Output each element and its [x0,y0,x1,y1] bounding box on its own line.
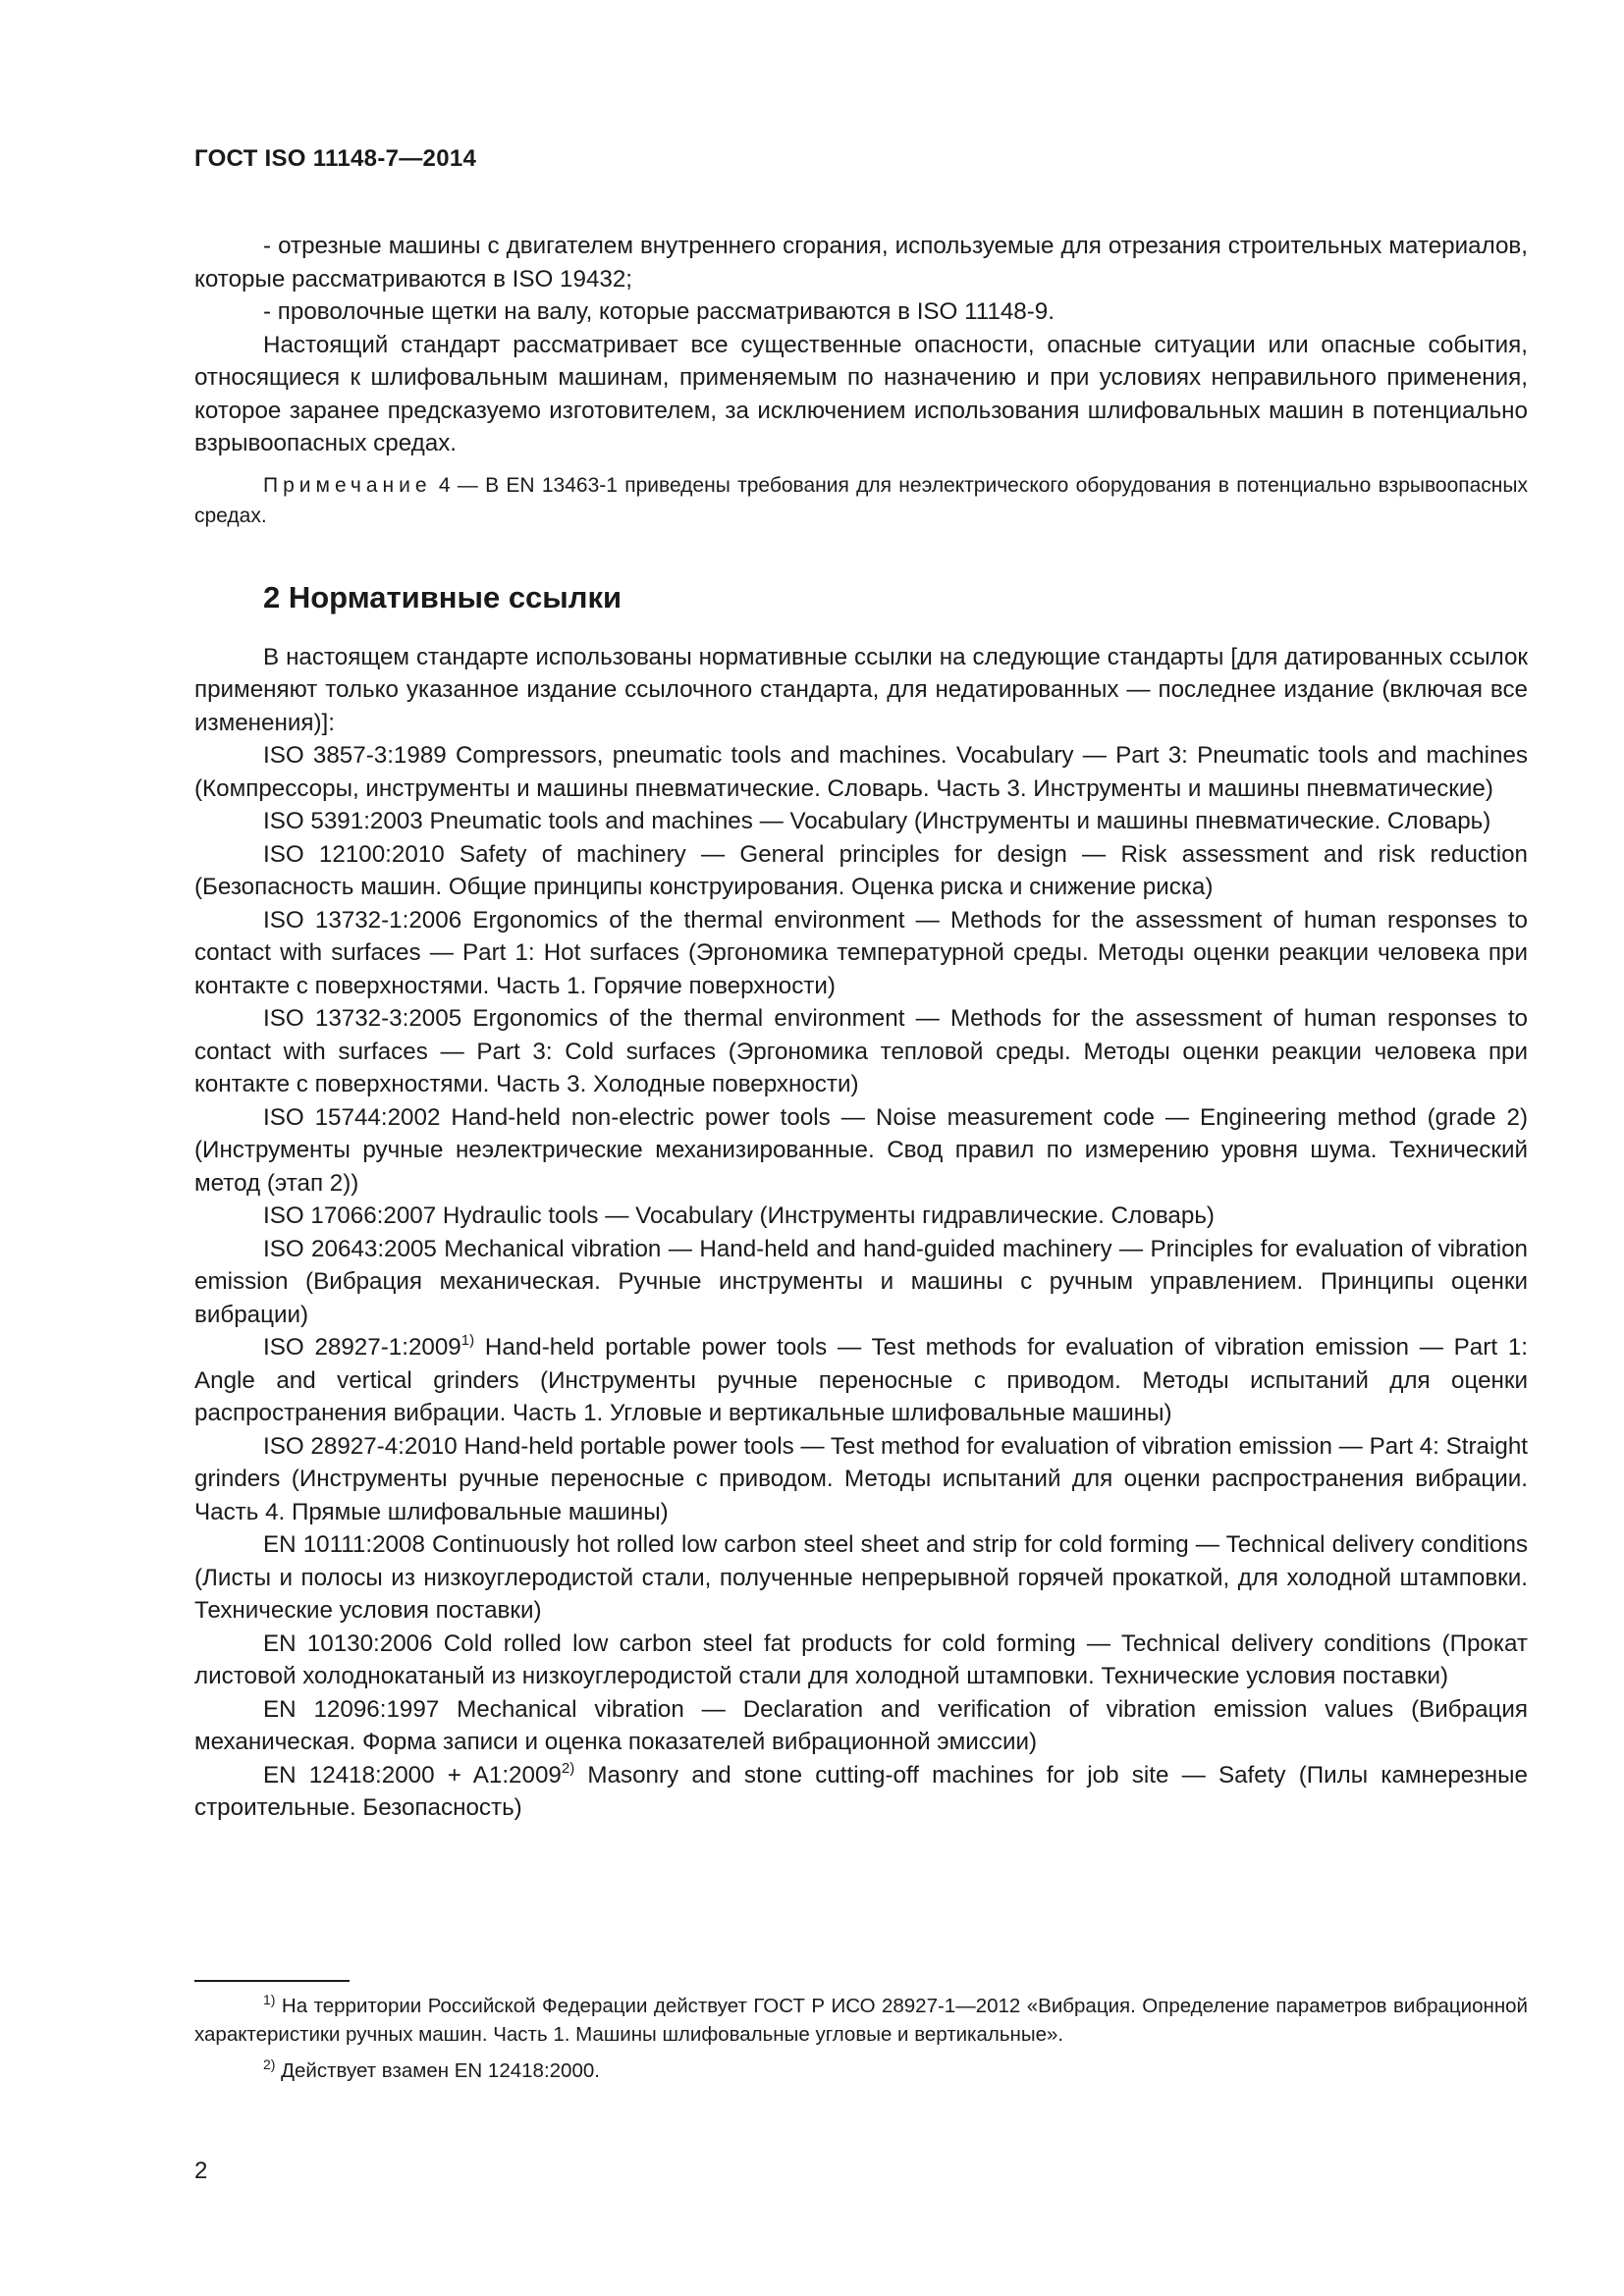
section-title: 2 Нормативные ссылки [263,579,623,614]
reference-item: EN 10130:2006 Cold rolled low carbon steel fat products for cold forming — Technical delivery conditions (Прокат листовой холоднокатаный из низкоуглеродистой стали для холодной штамповки. Технические условия поставки) [194,1629,1528,1689]
reference-item: ISO 20643:2005 Mechanical vibration — Hand-held and hand-guided machinery — Principles for evaluation of vibration emission (Вибрация механическая. Ручные инструменты и машины с ручным управлением. Принципы оценки вибрации) [194,1235,1528,1328]
reference-item: ISO 17066:2007 Hydraulic tools — Vocabulary (Инструменты гидравлические. Словарь) [263,1202,1215,1229]
footnote-marker: 1) [460,1332,475,1349]
footnote-marker: 2) [561,1759,575,1777]
reference-item: ISO 3857-3:1989 Compressors, pneumatic tools and machines. Vocabulary — Part 3: Pneumatic tools and machines (Компрессоры, инструменты и машины пневматические. Словарь. Часть 3. Инструменты и машины пневматические) [194,742,1528,802]
reference-item: ISO 13732-3:2005 Ergonomics of the thermal environment — Methods for the assessment of human responses to contact with surfaces — Part 3: Cold surfaces (Эргономика тепловой среды. Методы оценки реакции человека при контакте с поверхностями. Часть 3. Холодные поверхности) [194,1005,1528,1097]
scope-paragraph: Настоящий стандарт рассматривает все существенные опасности, опасные ситуации или опасные события, относящиеся к шлифовальным машинам, применяемым по назначению и при условиях неправильного применения, которое заранее предсказуемо изготовителем, за исключением использования шлифовальных машин в потенциально взрывоопасных средах. [194,331,1528,456]
reference-code: ISO 28927-1:2009 [263,1334,461,1361]
document-header: ГОСТ ISO 11148-7—2014 [194,145,477,172]
footnote-2 [194,2056,1528,2085]
reference-text: Hand-held portable power tools — Test methods for evaluation of vibration emission — Part 1: Angle and vertical grinders (Инструменты ручные переносные с приводом. Методы испытаний для оценки распространения вибрации. Часть 1. Угловые и вертикальные шлифовальные машины) [194,1334,1528,1426]
reference-item: ISO 28927-4:2010 Hand-held portable power tools — Test method for evaluation of vibration emission — Part 4: Straight grinders (Инструменты ручные переносные с приводом. Методы испытаний для оценки распространения вибрации. Часть 4. Прямые шлифовальные машины) [194,1432,1528,1525]
reference-item [194,1331,1528,1430]
document-page [194,145,1528,1825]
footnote-separator [194,1980,350,1982]
reference-item: ISO 5391:2003 Pneumatic tools and machines — Vocabulary (Инструменты и машины пневматические. Словарь) [263,808,1491,834]
footnote-text: На территории Российской Федерации действует ГОСТ Р ИСО 28927-1—2012 «Вибрация. Определение параметров вибрационной характеристики ручных машин. Часть 1. Машины шлифовальные угловые и вертикальные». [194,1995,1528,2046]
footnotes [194,1980,1528,2093]
reference-code: EN 12418:2000 + A1:2009 [263,1761,562,1789]
reference-item: EN 12096:1997 Mechanical vibration — Declaration and verification of vibration emission values (Вибрация механическая. Форма записи и оценка показателей вибрационной эмиссии) [194,1695,1528,1755]
reference-item: EN 10111:2008 Continuously hot rolled low carbon steel sheet and strip for cold forming — Technical delivery conditions (Листы и полосы из низкоуглеродистой стали, полученные непрерывной горячей прокаткой, для холодной штамповки. Технические условия поставки) [194,1531,1528,1624]
note-text: 4 — В EN 13463-1 приведены требования для неэлектрического оборудования в потенциально взрывоопасных средах. [194,473,1528,527]
footnote-mark: 1) [263,1992,276,2007]
reference-item [194,1759,1528,1825]
reference-text: Masonry and stone cutting-off machines for job site — Safety (Пилы камнерезные строительные. Безопасность) [194,1761,1529,1821]
footnote-1 [194,1992,1528,2049]
reference-item: ISO 15744:2002 Hand-held non-electric power tools — Noise measurement code — Engineering method (grade 2) (Инструменты ручные неэлектрические механизированные. Свод правил по измерению уровня шума. Технический метод (этап 2)) [194,1103,1528,1197]
page-number: 2 [194,2158,208,2184]
normative-references [194,641,1528,1825]
references-intro: В настоящем стандарте использованы нормативные ссылки на следующие стандарты [для датированных ссылок применяют только указанное издание ссылочного стандарта, для недатированных — последнее издание (включая все изменения)]: [194,643,1528,736]
scope-exclusion-item: - проволочные щетки на валу, которые рассматриваются в ISO 11148-9. [263,298,1055,325]
note-label: Примечание [263,473,432,497]
footnote-mark: 2) [263,2056,276,2072]
footnote-text: Действует взамен EN 12418:2000. [275,2059,600,2082]
scope-exclusion-item: - отрезные машины с двигателем внутреннего сгорания, используемые для отрезания строительных материалов, которые рассматриваются в ISO 19432; [194,233,1528,293]
reference-item: ISO 13732-1:2006 Ergonomics of the thermal environment — Methods for the assessment of human responses to contact with surfaces — Part 1: Hot surfaces (Эргономика температурной среды. Методы оценки реакции человека при контакте с поверхностями. Часть 1. Горячие поверхности) [194,906,1528,999]
reference-item: ISO 12100:2010 Safety of machinery — General principles for design — Risk assessment and risk reduction (Безопасность машин. Общие принципы конструирования. Оценка риска и снижение риска) [194,840,1528,900]
note-paragraph [194,470,1528,531]
